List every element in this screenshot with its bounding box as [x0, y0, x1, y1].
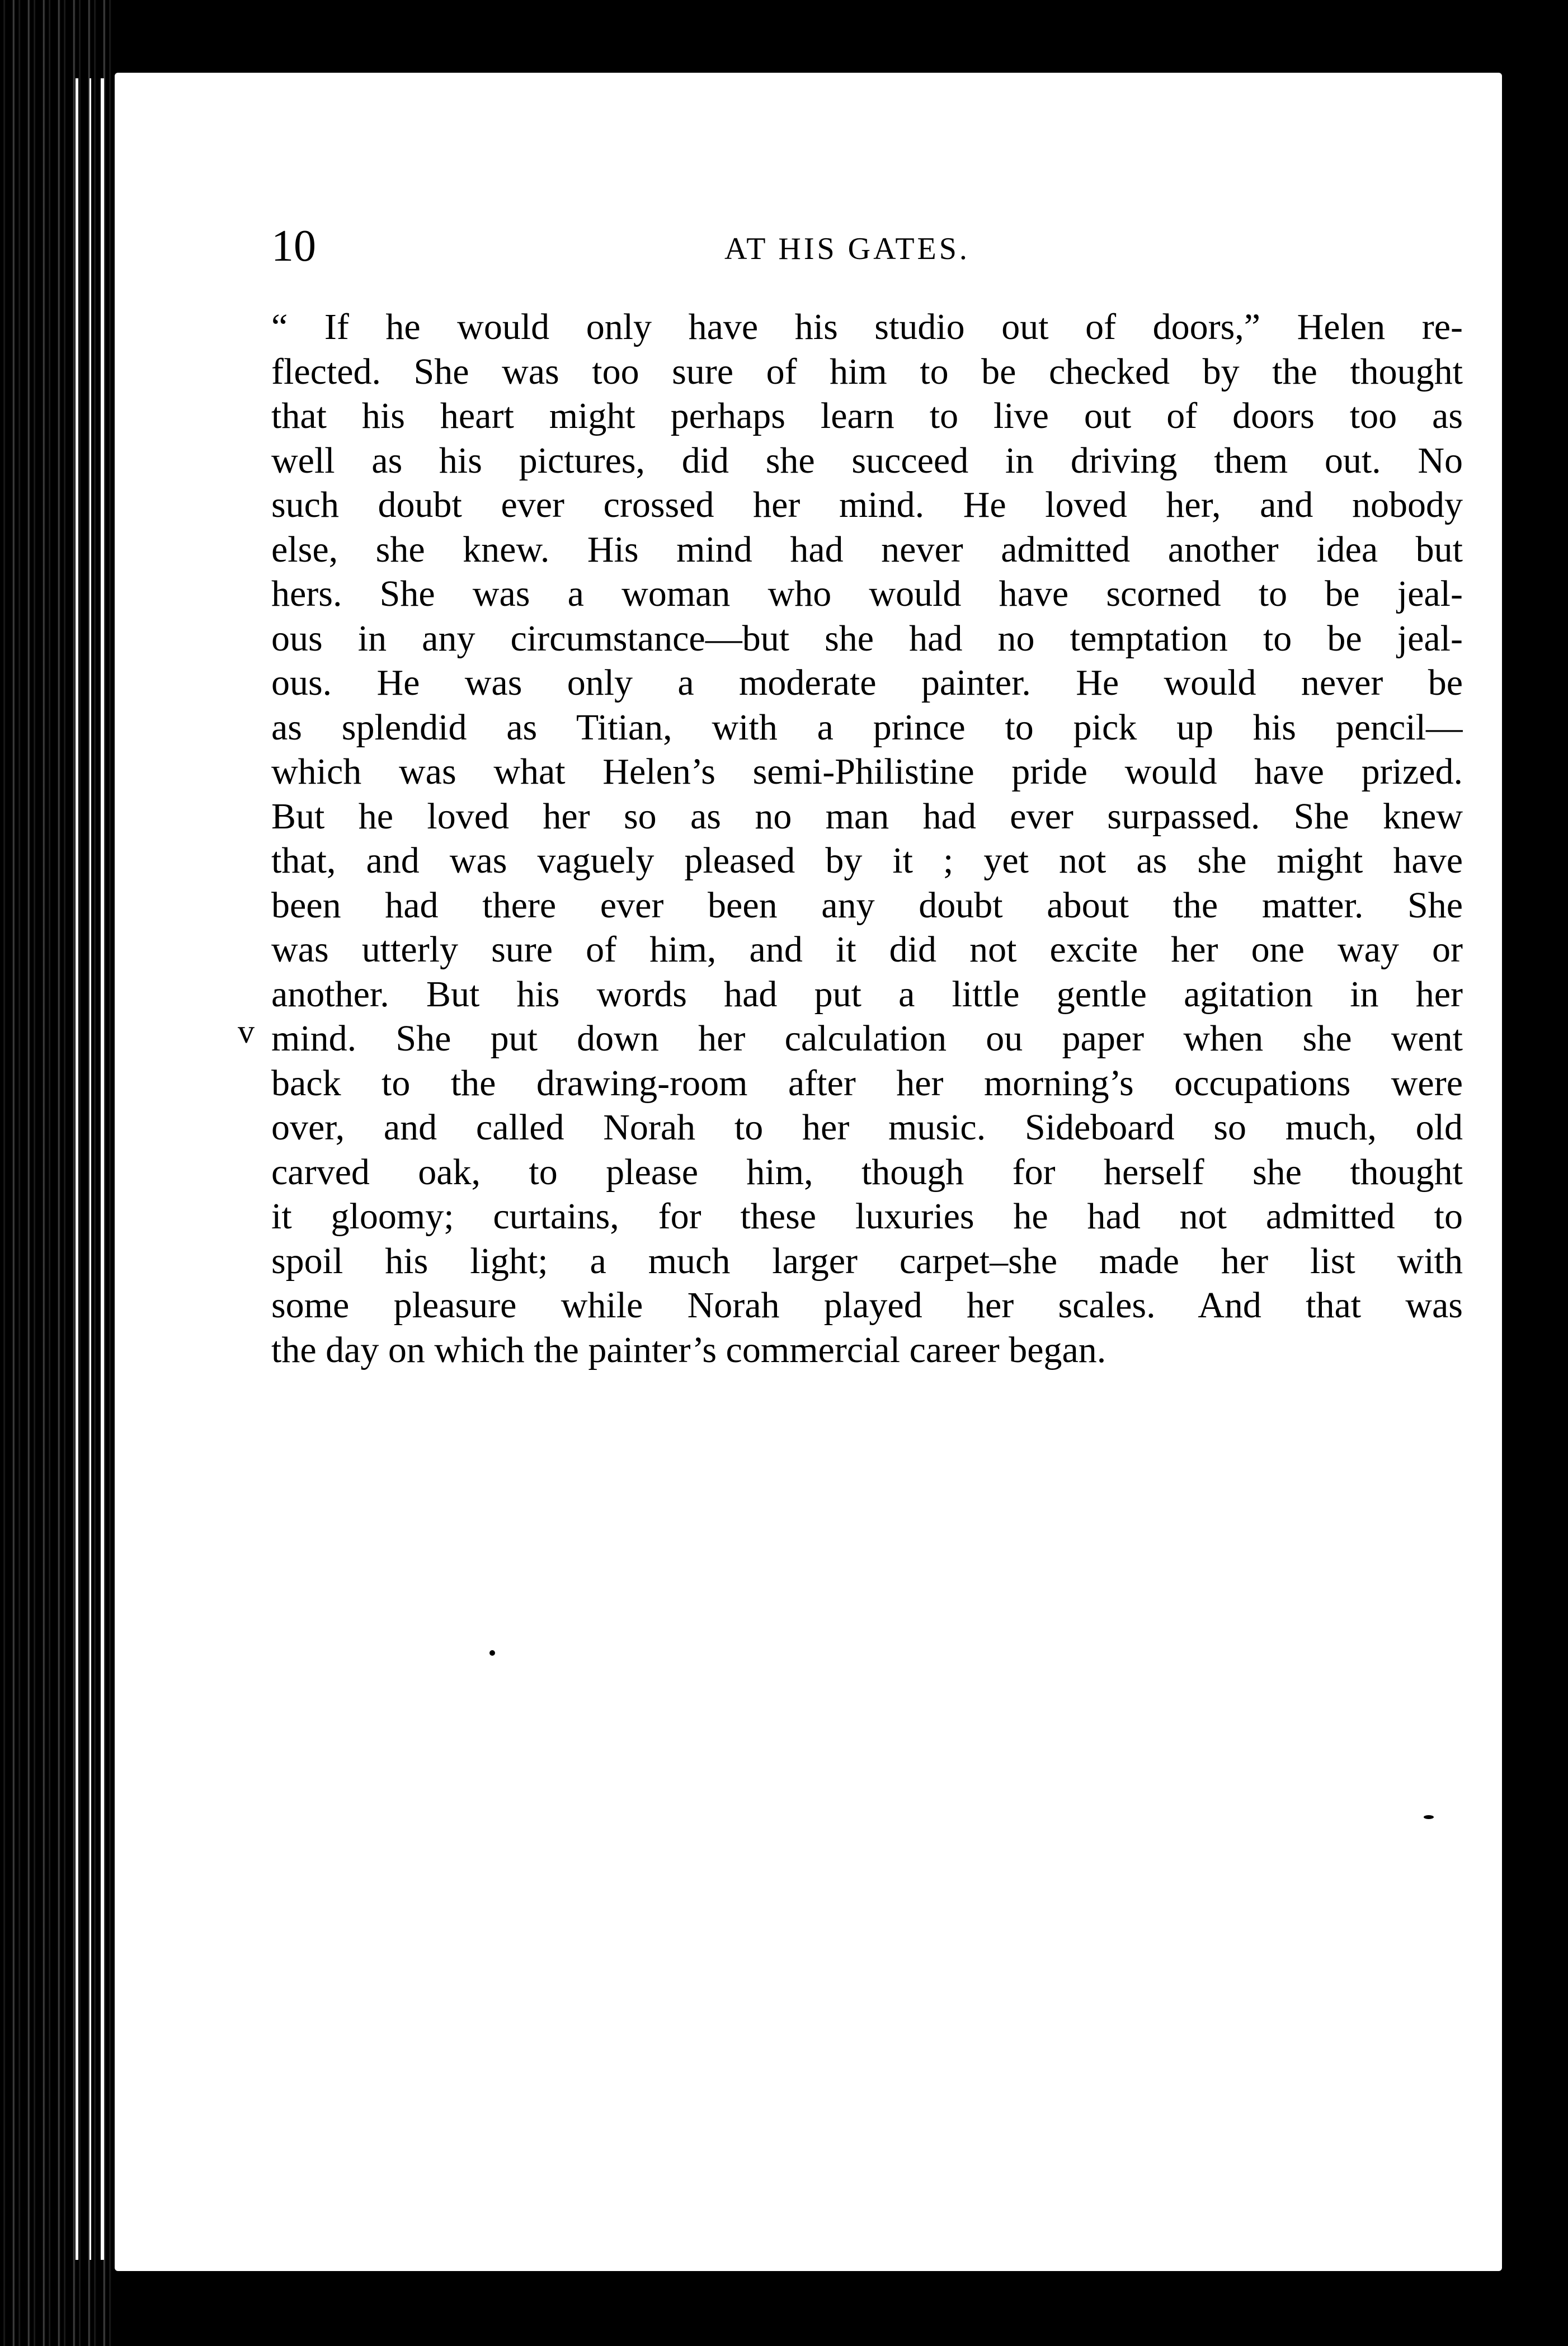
text-line: the day on which the painter’s commercial career began. — [271, 1329, 1106, 1370]
text-line: But he loved her so as no man had ever surpassed. She knew — [271, 795, 1463, 837]
text-line: “ If he would only have his studio out of doors,” Helen re- — [271, 307, 1463, 347]
text-line: carved oak, to please him, though for herself she thought — [271, 1151, 1463, 1193]
text-line: hers. She was a woman who would have scorned to be jeal- — [271, 573, 1463, 614]
text-line: back to the drawing-room after her morning’s occupations were — [271, 1062, 1463, 1104]
spine-rule-line — [101, 78, 104, 2260]
text-line: was utterly sure of him, and it did not excite her one way or — [271, 929, 1463, 970]
text-line: some pleasure while Norah played her scales. And that was — [271, 1285, 1463, 1326]
text-line: mind. She put down her calculation ou paper when she went — [271, 1018, 1463, 1059]
text-line: well as his pictures, did she succeed in driving them out. No — [271, 440, 1463, 481]
spine-rule-line — [90, 78, 91, 2260]
text-line: it gloomy; curtains, for these luxuries he had not admitted to — [271, 1196, 1463, 1237]
text-line: spoil his light; a much larger carpet–she made her list with — [271, 1240, 1463, 1282]
page-number: 10 — [271, 222, 316, 271]
text-line: which was what Helen’s semi-Philistine pride would have prized. — [271, 751, 1463, 792]
text-line: over, and called Norah to her music. Sideboard so much, old — [271, 1107, 1463, 1148]
text-line: such doubt ever crossed her mind. He loved her, and nobody — [271, 484, 1463, 525]
body-paragraph — [271, 305, 1463, 1372]
stray-ink-dot — [489, 1650, 495, 1656]
spine-rule-line — [76, 78, 78, 2260]
book-spine-edge — [0, 0, 112, 2346]
text-line: another. But his words had put a little gentle agitation in her — [271, 973, 1463, 1015]
text-line: flected. She was too sure of him to be checked by the thought — [271, 351, 1463, 392]
stray-ink-dot — [1424, 1815, 1434, 1819]
running-head — [271, 215, 1457, 277]
text-line: ous in any circumstance—but she had no temptation to be jeal- — [271, 618, 1463, 659]
text-line: ous. He was only a moderate painter. He would never be — [271, 662, 1463, 703]
running-title: AT HIS GATES. — [724, 232, 970, 266]
text-line: that, and was vaguely pleased by it ; yet not as she might have — [271, 840, 1463, 881]
text-line: that his heart might perhaps learn to live out of doors too as — [271, 395, 1463, 436]
margin-check-mark: v — [238, 1013, 255, 1050]
text-line: else, she knew. His mind had never admitted another idea but — [271, 529, 1463, 570]
text-line: as splendid as Titian, with a prince to pick up his pencil— — [271, 706, 1463, 748]
text-line: been had there ever been any doubt about the matter. She — [271, 884, 1463, 926]
